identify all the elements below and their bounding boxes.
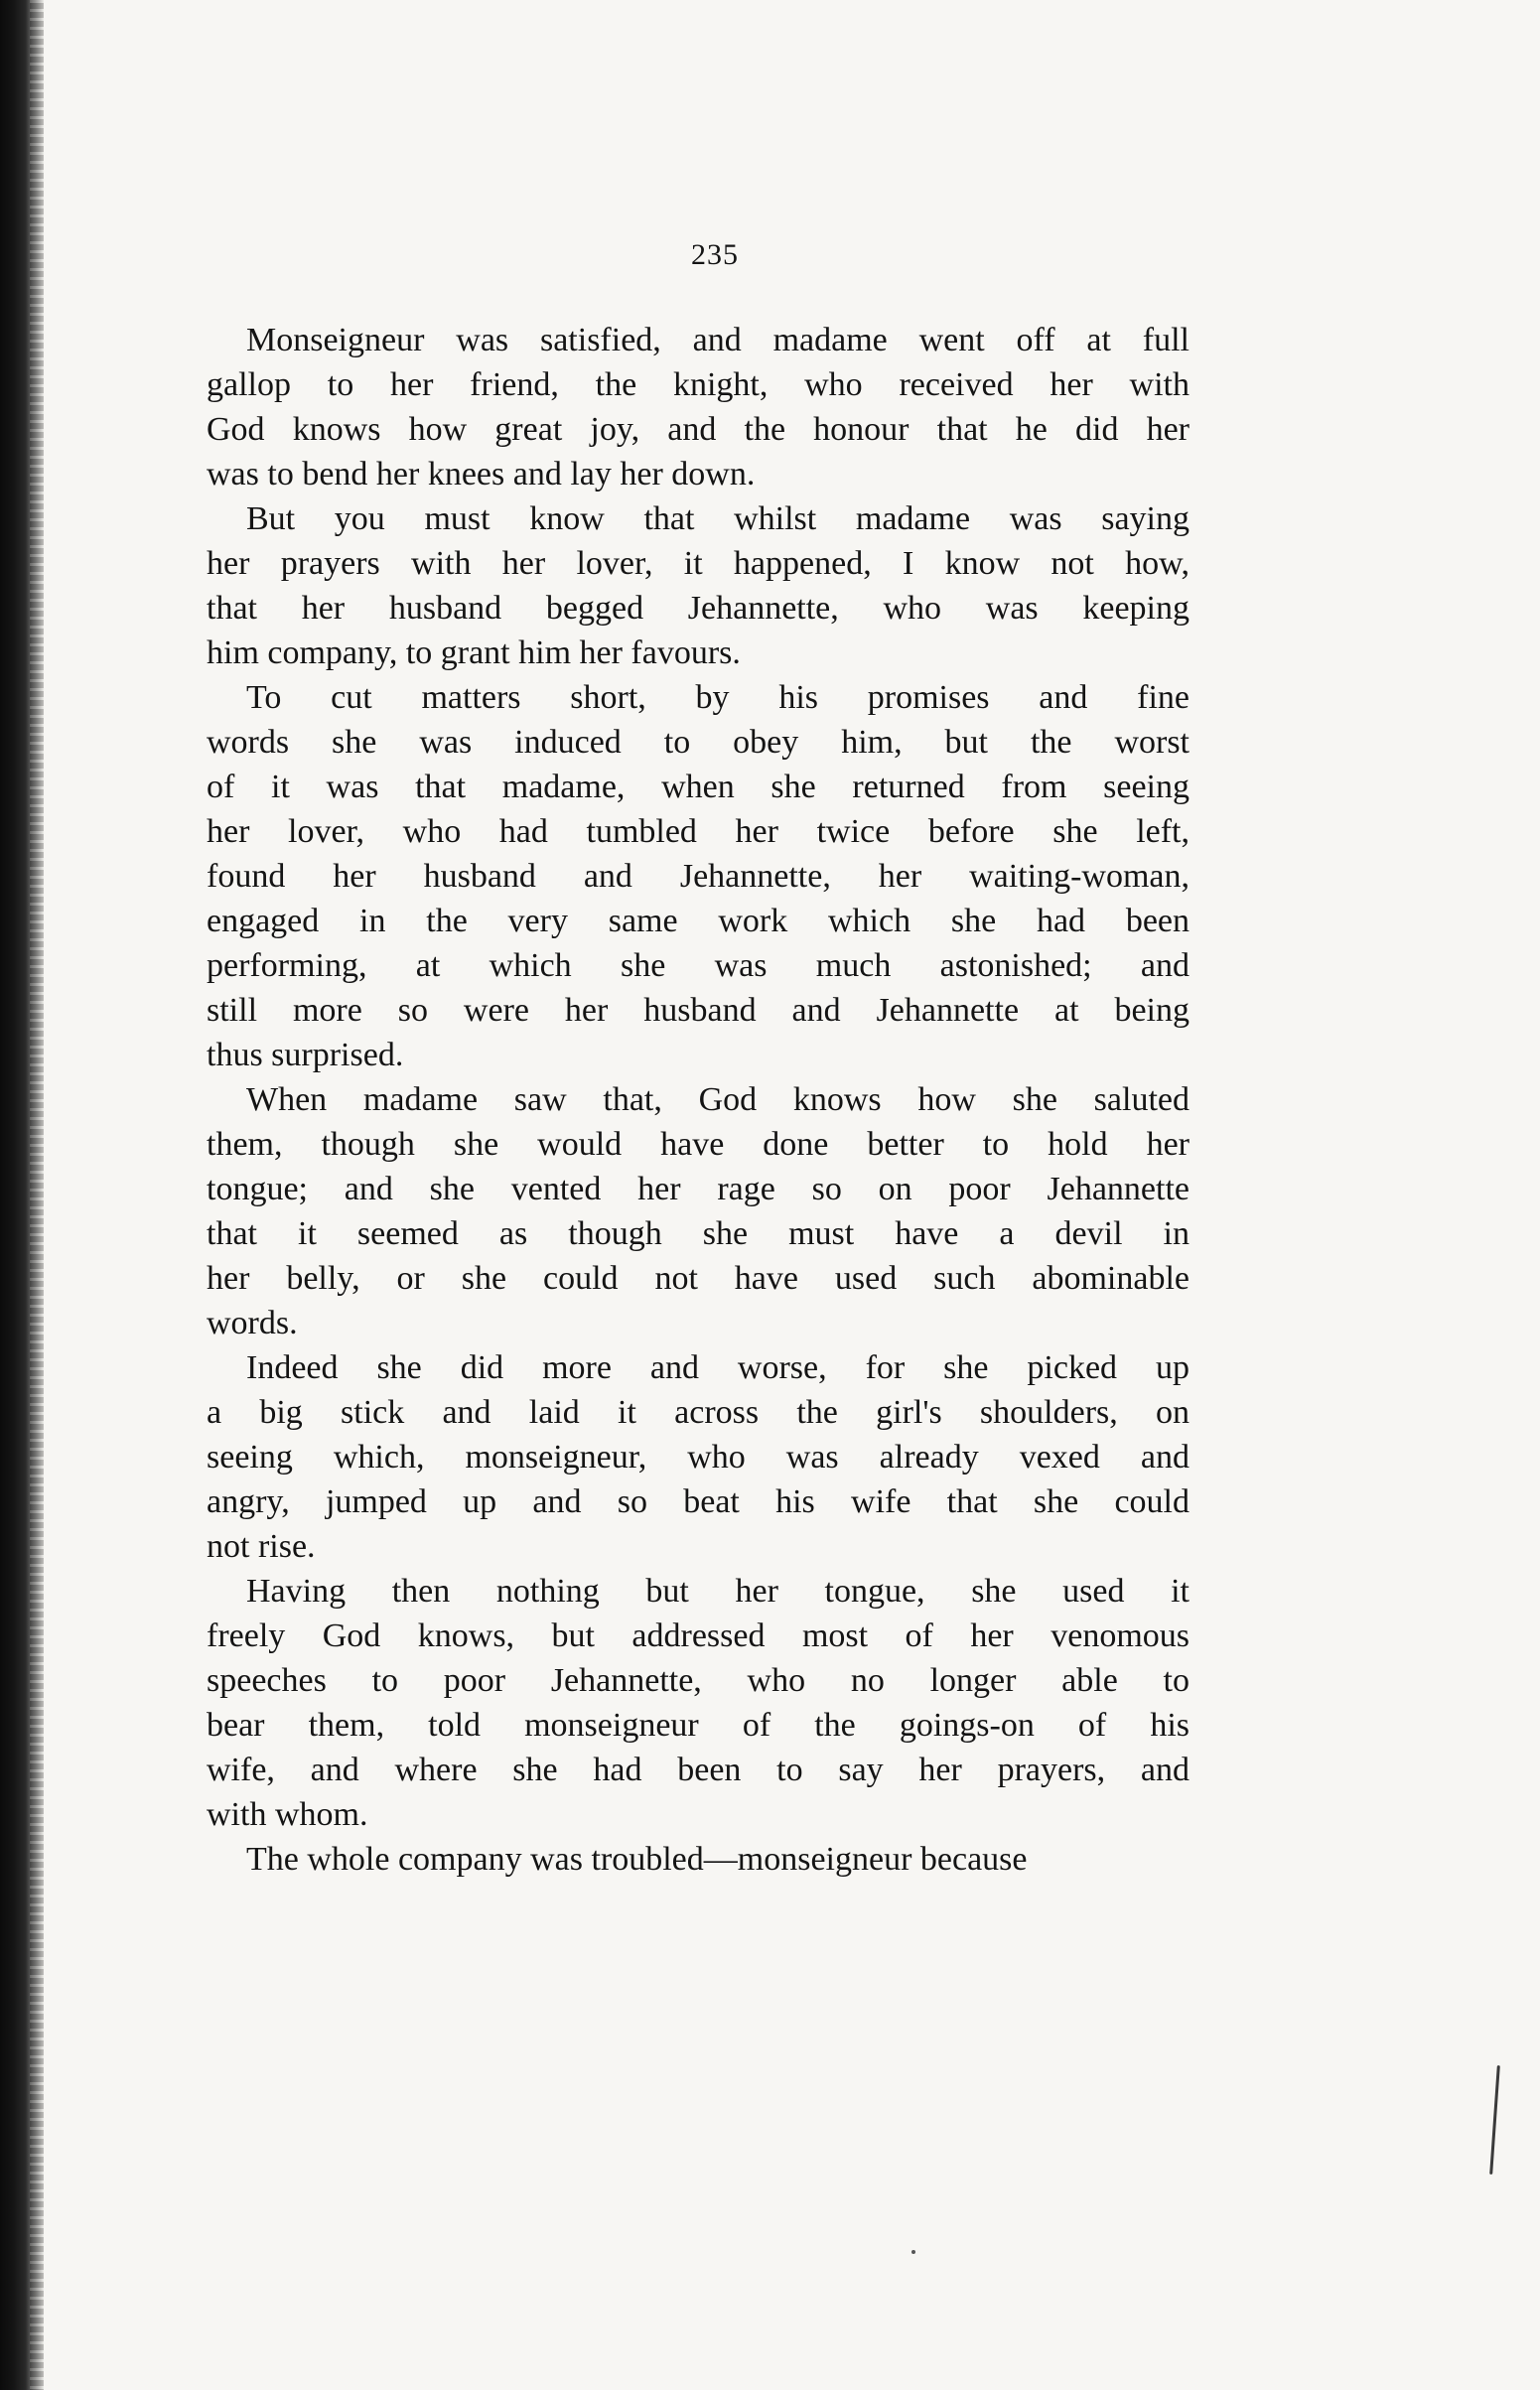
- text-line: was to bend her knees and lay her down.: [207, 456, 756, 492]
- text-line: of it was that madame, when she returned from seeing: [207, 769, 1190, 805]
- text-line: freely God knows, but addressed most of her venomous: [207, 1617, 1190, 1654]
- paragraph: [207, 496, 1190, 675]
- body-text: [207, 318, 1190, 1882]
- text-line: that it seemed as though she must have a devil in: [207, 1215, 1190, 1252]
- paragraph: [207, 1569, 1190, 1837]
- text-line: found her husband and Jehannette, her waiting-woman,: [207, 858, 1190, 895]
- text-line: that her husband begged Jehannette, who was keeping: [207, 590, 1190, 627]
- text-line: engaged in the very same work which she had been: [207, 903, 1190, 939]
- text-line: words.: [207, 1305, 298, 1341]
- text-line: her prayers with her lover, it happened, I know not how,: [207, 545, 1190, 582]
- text-line: But you must know that whilst madame was saying: [246, 500, 1190, 537]
- text-line: performing, at which she was much astonished; and: [207, 947, 1190, 984]
- text-line: The whole company was troubled—monseigneur because: [246, 1841, 1028, 1878]
- margin-pencil-mark: [1489, 2065, 1500, 2175]
- text-line: gallop to her friend, the knight, who received her with: [207, 366, 1190, 403]
- ink-speck: [911, 2250, 915, 2254]
- text-line: Indeed she did more and worse, for she picked up: [246, 1349, 1190, 1386]
- paragraph: [207, 675, 1190, 1077]
- text-line: Having then nothing but her tongue, she used it: [246, 1573, 1190, 1610]
- paragraph: [207, 1345, 1190, 1569]
- text-line: a big stick and laid it across the girl's shoulders, on: [207, 1394, 1190, 1431]
- paragraph: [207, 1077, 1190, 1345]
- text-line: still more so were her husband and Jehannette at being: [207, 992, 1190, 1029]
- text-line: her lover, who had tumbled her twice before she left,: [207, 813, 1190, 850]
- paragraph: [207, 318, 1190, 496]
- text-line: bear them, told monseigneur of the goings-on of his: [207, 1707, 1190, 1744]
- text-line: with whom.: [207, 1796, 368, 1833]
- text-line: tongue; and she vented her rage so on poor Jehannette: [207, 1171, 1190, 1207]
- text-line: angry, jumped up and so beat his wife that she could: [207, 1483, 1190, 1520]
- text-line: Monseigneur was satisfied, and madame went off at full: [246, 322, 1190, 358]
- text-line: them, though she would have done better to hold her: [207, 1126, 1190, 1163]
- text-line: her belly, or she could not have used such abominable: [207, 1260, 1190, 1297]
- text-line: him company, to grant him her favours.: [207, 634, 741, 671]
- text-line: thus surprised.: [207, 1037, 404, 1073]
- text-line: God knows how great joy, and the honour that he did her: [207, 411, 1190, 448]
- paragraph: [207, 1837, 1190, 1882]
- text-line: speeches to poor Jehannette, who no longer able to: [207, 1662, 1190, 1699]
- text-line: When madame saw that, God knows how she saluted: [246, 1081, 1190, 1118]
- page-number: 235: [691, 238, 739, 271]
- text-line: wife, and where she had been to say her prayers, and: [207, 1752, 1190, 1788]
- text-line: seeing which, monseigneur, who was already vexed and: [207, 1439, 1190, 1476]
- text-line: not rise.: [207, 1528, 316, 1565]
- text-line: words she was induced to obey him, but the worst: [207, 724, 1190, 761]
- page-binding-texture: [30, 0, 44, 2390]
- text-line: To cut matters short, by his promises and fine: [246, 679, 1190, 716]
